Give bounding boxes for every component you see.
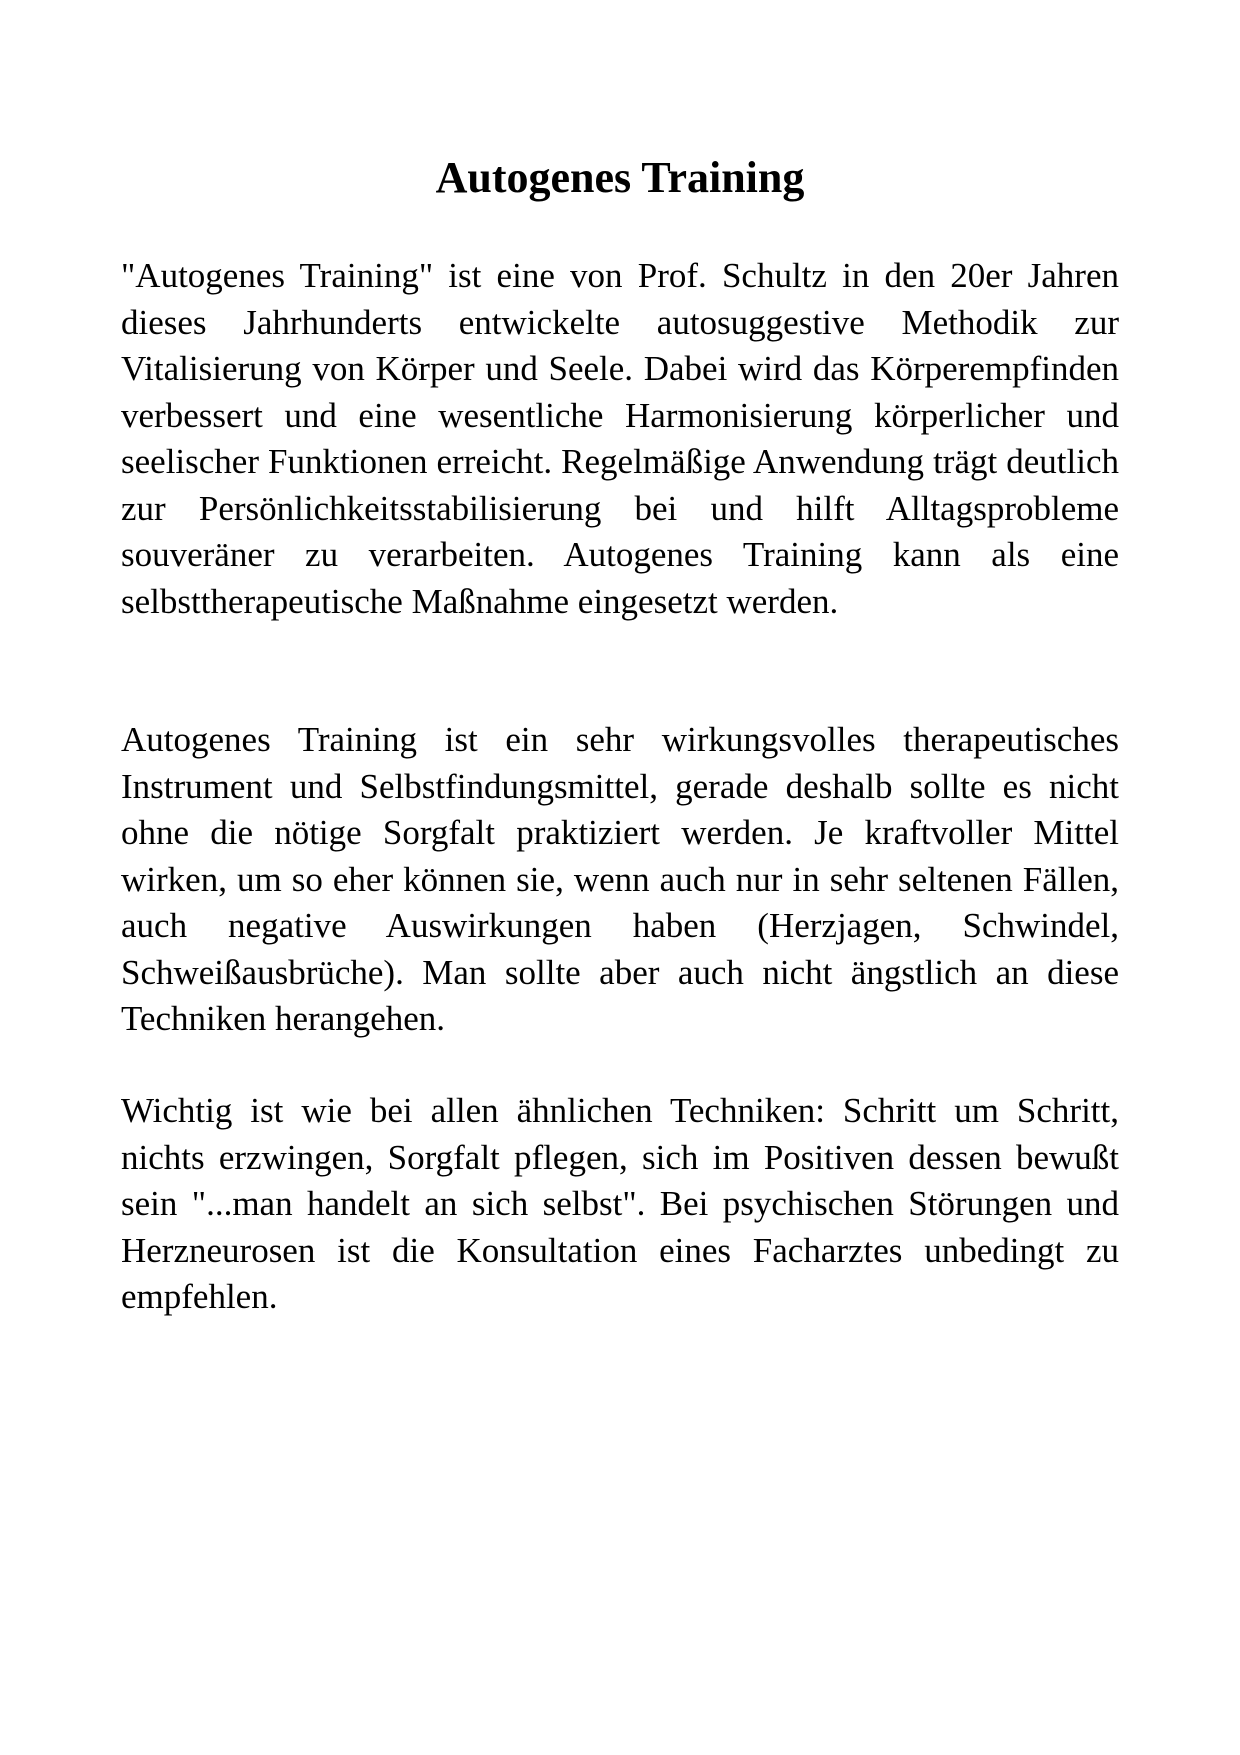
paragraph-caution: Autogenes Training ist ein sehr wirkungsvolles therapeutisches Instrument und Selbstfindungsmittel, gerade deshalb sollte es nicht ohne die nötige Sorgfalt praktiziert werden. Je kraftvoller Mittel wirken, um so eher können sie, wenn auch nur in sehr seltenen Fällen, auch negative Auswirkungen haben (Herzjagen, Schwindel, Schweißausbrüche). Man sollte aber auch nicht ängstlich an diese Techniken herangehen. — [121, 720, 1119, 1038]
paragraph-intro: "Autogenes Training" ist eine von Prof. Schultz in den 20er Jahren dieses Jahrhunderts entwickelte autosuggestive Methodik zur Vitalisierung von Körper und Seele. Dabei wird das Körperempfinden verbessert und eine wesentliche Harmonisierung körperlicher und seelischer Funktionen erreicht. Regelmäßige Anwendung trägt deutlich zur Persönlichkeitsstabilisierung bei und hilft Alltagsprobleme souveräner zu verarbeiten. Autogenes Training kann als eine selbsttherapeutische Maßnahme eingesetzt werden. — [121, 256, 1119, 621]
paragraph-advice: Wichtig ist wie bei allen ähnlichen Techniken: Schritt um Schritt, nichts erzwingen, Sorgfalt pflegen, sich im Positiven dessen bewußt sein "...man handelt an sich selbst". Bei psychischen Störungen und Herzneurosen ist die Konsultation eines Facharztes unbedingt zu empfehlen. — [121, 1091, 1119, 1316]
page-title: Autogenes Training — [435, 153, 805, 202]
